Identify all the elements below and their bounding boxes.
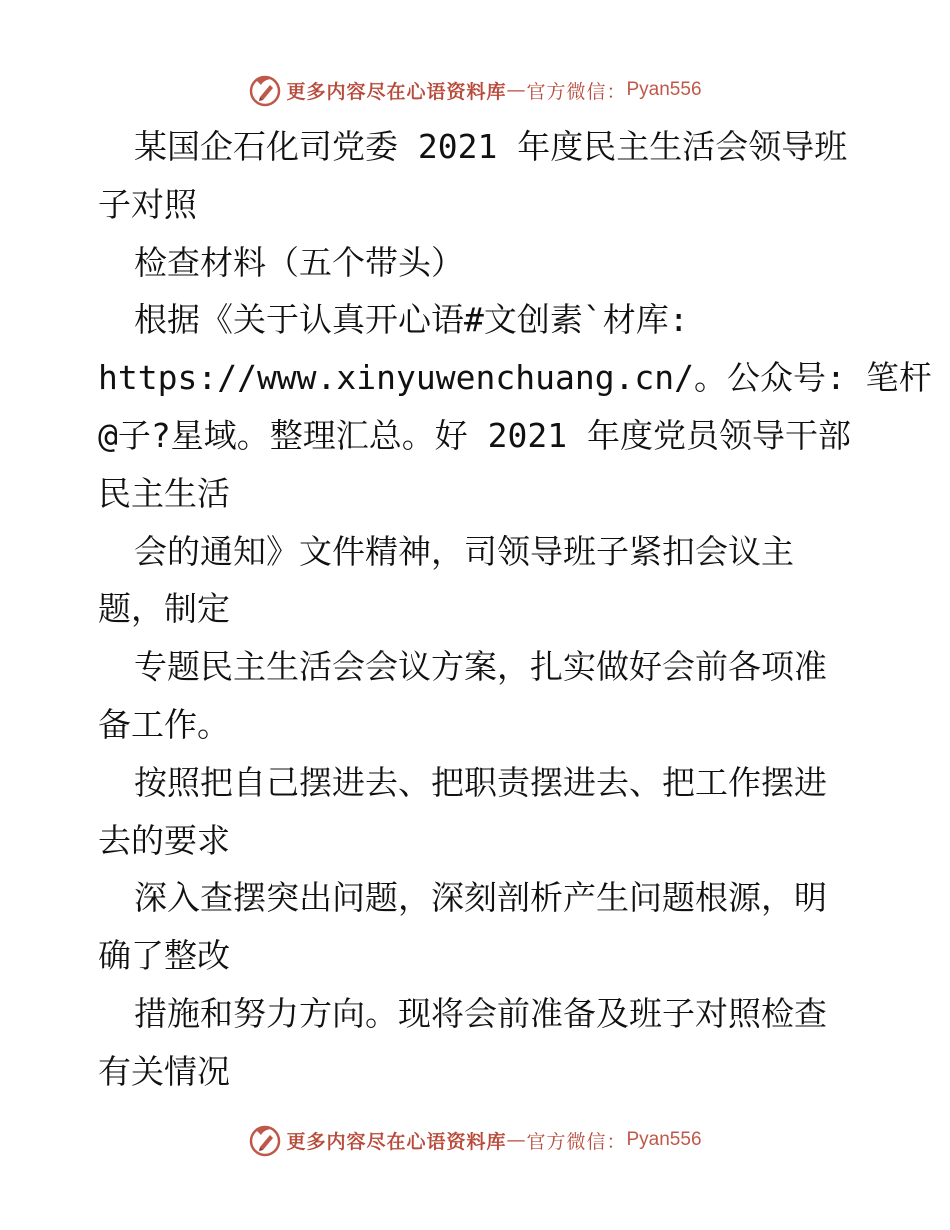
paragraph-line: 有关情况 [98, 1051, 230, 1091]
document-subtitle: 检查材料（五个带头） [134, 242, 464, 282]
paragraph-line: 确了整改 [98, 936, 230, 976]
paragraph-line: 深入查摆突出问题，深刻剖析产生问题根源，明 [134, 878, 827, 918]
flame-pen-logo-icon [248, 73, 282, 107]
paragraph-line: 按照把自己摆进去、把职责摆进去、把工作摆进 [134, 762, 827, 802]
document-title-line-2: 子对照 [98, 184, 197, 224]
banner-wechat-id: Pyan556 [626, 79, 702, 100]
banner-dash: — [506, 1129, 527, 1151]
paragraph-line: 措施和努力方向。现将会前准备及班子对照检查 [134, 993, 827, 1033]
paragraph-line: 备工作。 [98, 704, 230, 744]
banner-main-text: 更多内容尽在心语资料库 [286, 1130, 507, 1153]
banner-wechat-id: Pyan556 [626, 1129, 702, 1150]
banner-sub-text: 官方微信： [526, 1130, 627, 1153]
paragraph-line: 专题民主生活会会议方案，扎实做好会前各项准 [134, 647, 827, 687]
banner-dash: — [506, 79, 527, 101]
paragraph-line: 题，制定 [98, 589, 230, 629]
header-banner [0, 70, 950, 110]
paragraph-line: 去的要求 [98, 820, 230, 860]
banner-sub-text: 官方微信： [526, 80, 627, 103]
paragraph-line: 会的通知》文件精神，司领导班子紧扣会议主 [134, 531, 794, 571]
document-title-line-1: 某国企石化司党委 2021 年度民主生活会领导班 [134, 127, 848, 166]
document-body [98, 118, 932, 1101]
paragraph-line: 民主生活 [98, 473, 230, 513]
flame-pen-logo-icon [248, 1123, 282, 1157]
paragraph-line: https://www.xinyuwenchuang.cn/。公众号: 笔杆 [98, 358, 932, 398]
banner-main-text: 更多内容尽在心语资料库 [286, 80, 507, 103]
paragraph-line: @子?星域。整理汇总。好 2021 年度党员领导干部 [98, 415, 851, 455]
footer-banner [0, 1120, 950, 1160]
paragraph-line: 根据《关于认真开心语#文创素`材库: [134, 300, 689, 340]
